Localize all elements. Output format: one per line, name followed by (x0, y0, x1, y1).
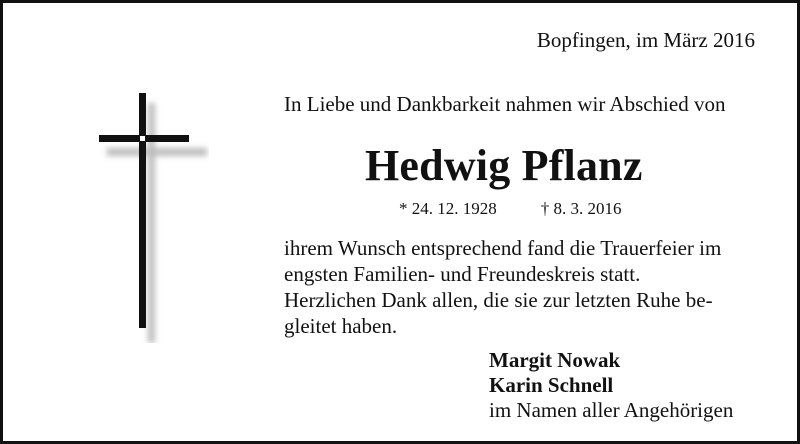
signatory-name: Margit Nowak (489, 348, 621, 372)
message-line: engsten Familien- und Freundeskreis statt. (284, 262, 641, 286)
signature-block (489, 348, 733, 423)
place-date: Bopfingen, im März 2016 (536, 28, 755, 52)
deceased-name: Hedwig Pflanz (365, 141, 643, 190)
signatory-name: Karin Schnell (489, 373, 614, 397)
life-dates (399, 199, 622, 219)
intro-text: In Liebe und Dankbarkeit nahmen wir Abschied von (284, 92, 726, 116)
cross-icon (99, 93, 209, 343)
message-line: gleitet haben. (284, 314, 398, 338)
death-date: † 8. 3. 2016 (540, 199, 622, 218)
signature-note: im Namen aller Angehörigen (489, 398, 734, 422)
message-line: Herzlichen Dank allen, die sie zur letzten Ruhe be- (284, 288, 713, 312)
message-text (284, 235, 762, 339)
message-line: ihrem Wunsch entsprechend fand die Trauerfeier im (284, 236, 722, 260)
birth-date: * 24. 12. 1928 (399, 199, 497, 218)
